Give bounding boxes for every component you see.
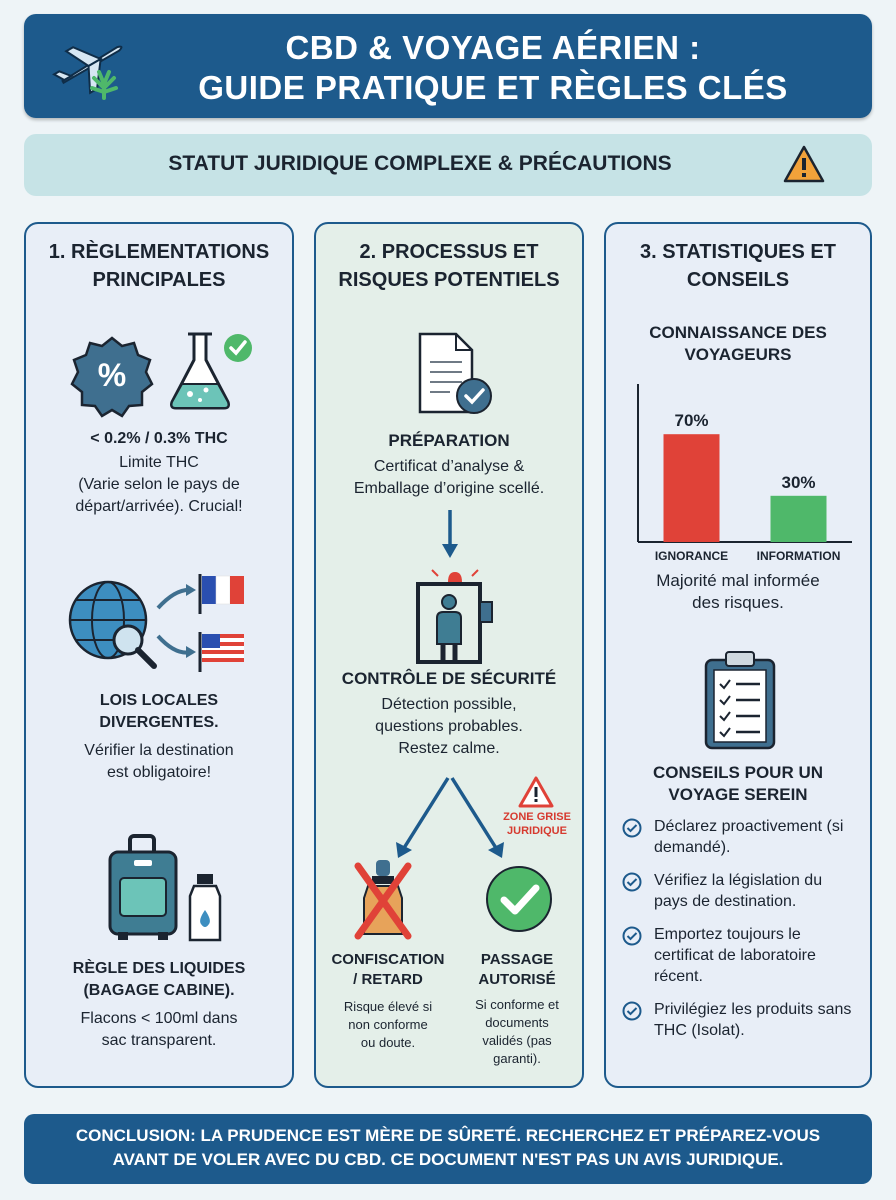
panel1-title-line1: 1. RÈGLEMENTATIONS [48,241,270,263]
laws-desc [26,740,292,784]
suitcase-icon [106,832,180,942]
tips-heading-line1: CONSEILS POUR UN [652,763,824,782]
passage-heading-line2: AUTORISÉ [478,971,556,988]
prep-desc [316,456,582,500]
tip-text: Emportez toujours le certificat de laboratoire récent. [654,926,816,985]
confiscation-heading [320,950,456,990]
prep-heading: PRÉPARATION [388,431,510,450]
data-label: 30% [781,472,816,492]
page-title-line1: CBD & VOYAGE AÉRIEN : [285,29,701,66]
confiscation-heading-line2: / RETARD [353,971,423,988]
passage-line1: Si conforme et [475,997,559,1012]
panel-process [314,222,584,1088]
laws-heading [26,690,292,734]
page-title-line2: GUIDE PRATIQUE ET RÈGLES CLÉS [198,69,788,106]
security-line1: Détection possible, [381,696,517,713]
panel-regulations [24,222,294,1088]
panel1-title-line2: PRINCIPALES [92,269,226,291]
security-line3: Restez calme. [398,740,500,757]
grey-zone-warning-icon [518,776,554,808]
bar-information [771,496,827,542]
confiscation-line1: Risque élevé si [343,999,433,1014]
thc-line2: (Varie selon le pays de [78,476,240,493]
thc-line1: Limite THC [119,454,199,471]
tips-heading [606,762,870,806]
passage-line2: documents [485,1015,549,1030]
thc-heading: < 0.2% / 0.3% THC [90,430,228,447]
liquids-heading-line2: (BAGAGE CABINE). [83,982,235,999]
percent-badge-icon [70,334,154,418]
subtitle-text: STATUT JURIDIQUE COMPLEXE & PRÉCAUTIONS [168,152,672,175]
document-check-icon [416,330,496,418]
tip-item [620,816,860,858]
check-circle-icon [622,926,642,946]
tip-text: Déclarez proactivement (si demandé). [654,818,844,856]
thc-line3: départ/arrivée). Crucial! [75,498,243,515]
tip-item [620,870,860,912]
prep-line1: Certificat d’analyse & [373,458,525,475]
security-line2: questions probables. [375,718,523,735]
warning-icon [782,144,826,184]
flask-icon [166,328,256,412]
us-flag-icon [200,632,244,672]
passage-desc [454,996,580,1068]
subtitle-banner [24,134,872,196]
crossed-dropper-icon [350,856,416,940]
security-desc [316,694,582,760]
thc-desc [26,452,292,518]
panel2-title [324,238,574,294]
passage-heading [454,950,580,990]
down-arrow-icon [440,508,460,560]
chart-title [606,322,870,366]
footer-line2: AVANT DE VOLER AVEC DU CBD. CE DOCUMENT N'EST PAS UN AVIS JURIDIQUE. [112,1150,784,1169]
tips-list [620,816,860,1053]
magnifier-icon [114,626,154,666]
chart-caption [606,570,870,614]
panel3-title-line1: 3. STATISTIQUES ET [640,241,836,263]
tip-text: Vérifiez la législation du pays de destination. [654,872,823,910]
liquids-heading [26,958,292,1002]
caption-line2: des risques. [692,593,784,612]
tip-item [620,924,860,987]
svg-text:%: % [97,357,127,393]
panel3-title [614,238,862,294]
category-label: INFORMATION [756,549,841,563]
grey-zone-line2: JURIDIQUE [507,825,567,837]
panel1-title [34,238,284,294]
globe-laws-illustration [66,572,256,682]
security-heading: CONTRÔLE DE SÉCURITÉ [341,669,557,688]
caption-line1: Majorité mal informée [656,571,820,590]
confiscation-heading-line1: CONFISCATION [331,951,445,968]
passage-line3: validés (pas [482,1033,552,1048]
footer-conclusion [24,1114,872,1184]
check-circle-icon [622,818,642,838]
liquids-line1: Flacons < 100ml dans [80,1010,238,1027]
liquids-heading-line1: RÈGLE DES LIQUIDES [72,960,246,977]
confiscation-line3: ou doute. [360,1035,416,1050]
confiscation-line2: non conforme [348,1017,428,1032]
liquids-desc [26,1008,292,1052]
panel3-title-line2: CONSEILS [686,269,790,291]
panel2-title-line2: RISQUES POTENTIELS [338,269,560,291]
green-check-icon [484,864,554,934]
liquids-line2: sac transparent. [101,1032,217,1049]
laws-heading-line1: LOIS LOCALES [99,692,219,709]
category-label: IGNORANCE [654,549,729,563]
check-circle-icon [622,872,642,892]
laws-line1: Vérifier la destination [84,742,234,759]
prep-line2: Emballage d’origine scellé. [353,480,545,497]
footer-line1: CONCLUSION: LA PRUDENCE EST MÈRE DE SÛRETÉ. RECHERCHEZ ET PRÉPAREZ-VOUS [75,1126,821,1145]
laws-heading-line2: DIVERGENTES. [99,714,219,731]
tip-item [620,999,860,1041]
tips-heading-line2: VOYAGE SEREIN [668,785,808,804]
chart-title-line1: CONNAISSANCE DES [649,323,827,342]
check-circle-icon [622,1001,642,1021]
bottle-icon [186,872,224,944]
grey-zone-line1: ZONE GRISE [503,811,571,823]
tip-text: Privilégiez les produits sans THC (Isolat). [654,1001,852,1039]
header-banner [24,14,872,118]
data-label: 70% [674,411,709,431]
passage-heading-line1: PASSAGE [480,951,554,968]
chart-title-line2: VOYAGEURS [684,345,792,364]
panel2-title-line1: 2. PROCESSUS ET [359,241,539,263]
bar-ignorance [664,434,720,542]
grey-zone-label [492,810,582,838]
airplane-icon [52,32,132,102]
passage-line4: garanti). [493,1051,541,1066]
french-flag-icon [200,574,244,614]
knowledge-bar-chart [620,374,860,564]
panel-stats [604,222,872,1088]
confiscation-desc [320,998,456,1052]
laws-line2: est obligatoire! [106,764,212,781]
clipboard-icon [702,648,778,752]
security-gate-icon [412,568,498,664]
